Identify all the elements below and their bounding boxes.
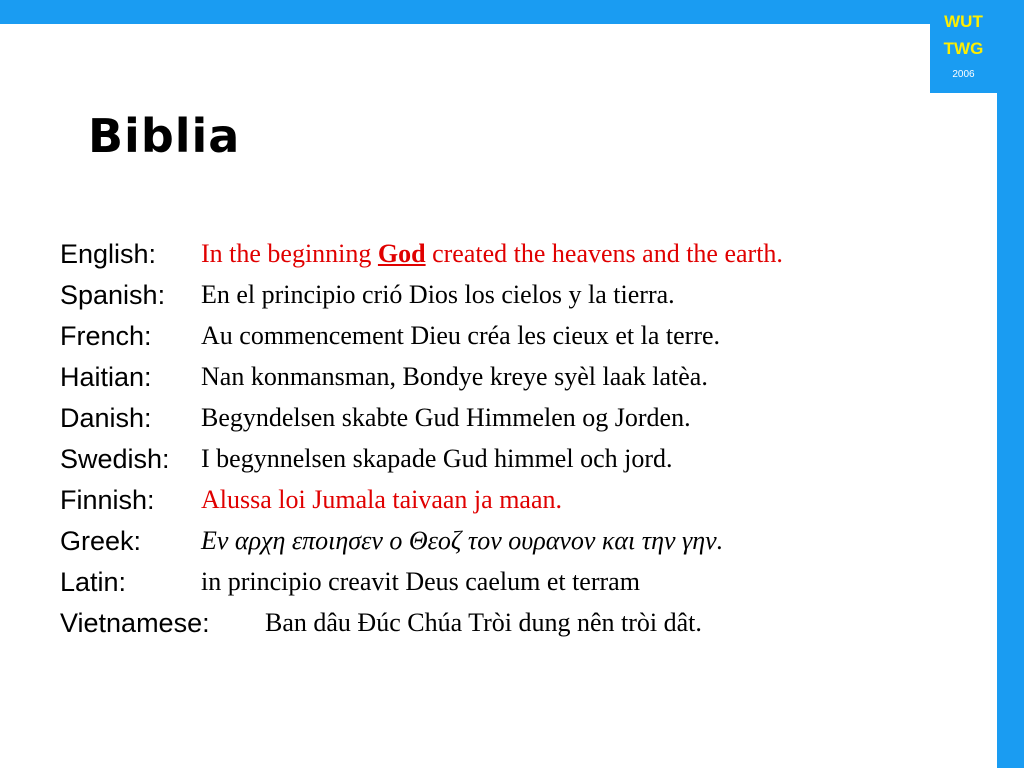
right-accent-bar [997,0,1024,768]
language-label: Greek: [60,526,142,556]
verse-text: in principio creavit Deus caelum et terram [201,567,640,596]
language-label: Haitian: [60,362,152,392]
verse-text: En el principio crió Dios los cielos y la tierra. [201,280,675,309]
language-label: French: [60,321,152,351]
language-label: English: [60,239,157,269]
verse-text: I begynnelsen skapade Gud himmel och jord. [201,444,673,473]
language-label: Danish: [60,403,152,433]
top-accent-bar [0,0,1024,24]
logo-line-1: WUT [944,12,983,31]
language-label: Finnish: [60,485,155,515]
verse-text [201,236,783,272]
language-label: Swedish: [60,444,170,474]
verse-text: Au commencement Dieu créa les cieux et la terre. [201,321,721,350]
verse-emphasis: God [377,239,426,268]
verse-text-end: created the heavens and the earth. [425,239,783,268]
verse-text-start: In the beginning [201,239,378,268]
verse-text: Nan konmansman, Bondye kreye syèl laak latèa. [201,362,708,391]
verse-text: Begyndelsen skabte Gud Himmelen og Jorden. [201,403,691,432]
verse-text: Εν αρχη εποιησεν ο Θεοζ τον ουρανον και την γην. [201,526,724,555]
language-label: Spanish: [60,280,166,310]
logo-line-2: TWG [943,39,984,58]
language-label: Vietnamese: [60,608,210,638]
logo-year: 2006 [952,69,975,80]
slide-title: Biblia [88,109,241,163]
logo [930,0,997,93]
verse-text: Alussa loi Jumala taivaan ja maan. [201,485,563,514]
verse-text: Ban dâu Đúc Chúa Tròi dung nên tròi dât. [265,608,702,637]
language-label: Latin: [60,567,127,597]
